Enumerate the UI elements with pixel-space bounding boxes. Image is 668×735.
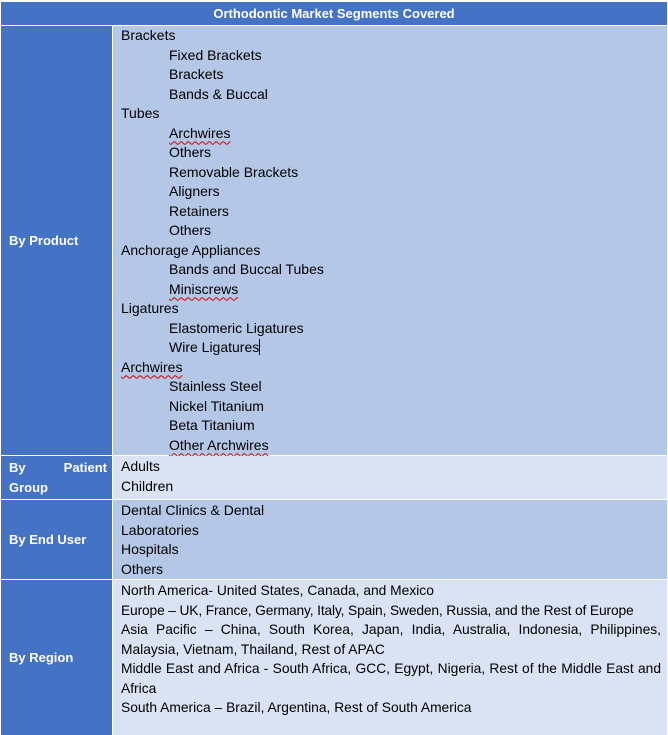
by-patient-group-row <box>1 456 667 500</box>
region-item: South America – Brazil, Argentina, Rest of South America <box>121 700 472 715</box>
by-patient-group-content <box>113 456 667 499</box>
by-end-user-row <box>1 500 667 580</box>
table-title: Orthodontic Market Segments Covered <box>1 2 667 26</box>
list-item <box>121 338 661 358</box>
list-item <box>121 358 661 378</box>
spellcheck-text: Archwires <box>169 124 231 141</box>
other-archwires-text: Other Archwires <box>169 436 269 453</box>
list-item <box>121 436 661 456</box>
by-product-row <box>1 26 667 456</box>
list-item: Removable Brackets <box>169 163 299 180</box>
list-item: Brackets <box>121 27 176 43</box>
list-item: Beta Titanium <box>169 417 255 433</box>
list-item: Retainers <box>169 202 229 219</box>
list-item: Elastomeric Ligatures <box>169 319 304 336</box>
list-item: Brackets <box>169 66 224 82</box>
region-item: Europe – UK, France, Germany, Italy, Spain, Sweden, Russia, and the Rest of Europe <box>121 602 634 618</box>
by-region-content <box>113 580 667 735</box>
list-item: Others <box>121 560 164 577</box>
list-item: Aligners <box>169 183 220 199</box>
region-item: North America- United States, Canada, and Mexico <box>121 583 434 598</box>
list-item: Tubes <box>121 105 160 121</box>
list-item: Dental Clinics & Dental <box>121 502 265 518</box>
list-item: Anchorage Appliances <box>121 241 261 258</box>
list-item: Nickel Titanium <box>169 397 264 414</box>
list-item: Bands and Buccal Tubes <box>169 261 324 277</box>
region-item: Middle East and Africa - South Africa, GCC, Egypt, Nigeria, Rest of the Middle East and Africa <box>121 661 661 696</box>
list-item <box>121 124 661 144</box>
list-item: Fixed Brackets <box>169 46 262 63</box>
list-item: Others <box>169 222 212 238</box>
list-item: Laboratories <box>121 521 199 538</box>
by-product-content <box>113 26 667 455</box>
list-item: Children <box>121 477 174 494</box>
by-region-label: By Region <box>1 580 113 735</box>
region-item: Asia Pacific – China, South Korea, Japan, India, Australia, Indonesia, Philippines, Malaysia, Vietnam, Thailand, Rest of APAC <box>121 622 661 657</box>
list-item: Others <box>169 144 212 160</box>
segments-table <box>1 2 667 735</box>
list-item: Hospitals <box>121 541 179 557</box>
list-item: Stainless Steel <box>169 378 262 394</box>
by-product-label: By Product <box>1 26 113 455</box>
list-item: Adults <box>121 458 160 474</box>
text-cursor[interactable]: Wire Ligatures <box>169 339 260 355</box>
list-item <box>121 280 661 300</box>
spellcheck-text: Archwires <box>121 358 183 375</box>
by-region-row <box>1 580 667 735</box>
spellcheck-text: Miniscrews <box>169 280 239 297</box>
list-item: Ligatures <box>121 300 179 316</box>
list-item: Bands & Buccal <box>169 85 268 102</box>
by-patient-group-label: By Patient Group <box>1 456 113 499</box>
by-end-user-content <box>113 500 667 579</box>
by-end-user-label: By End User <box>1 500 113 579</box>
